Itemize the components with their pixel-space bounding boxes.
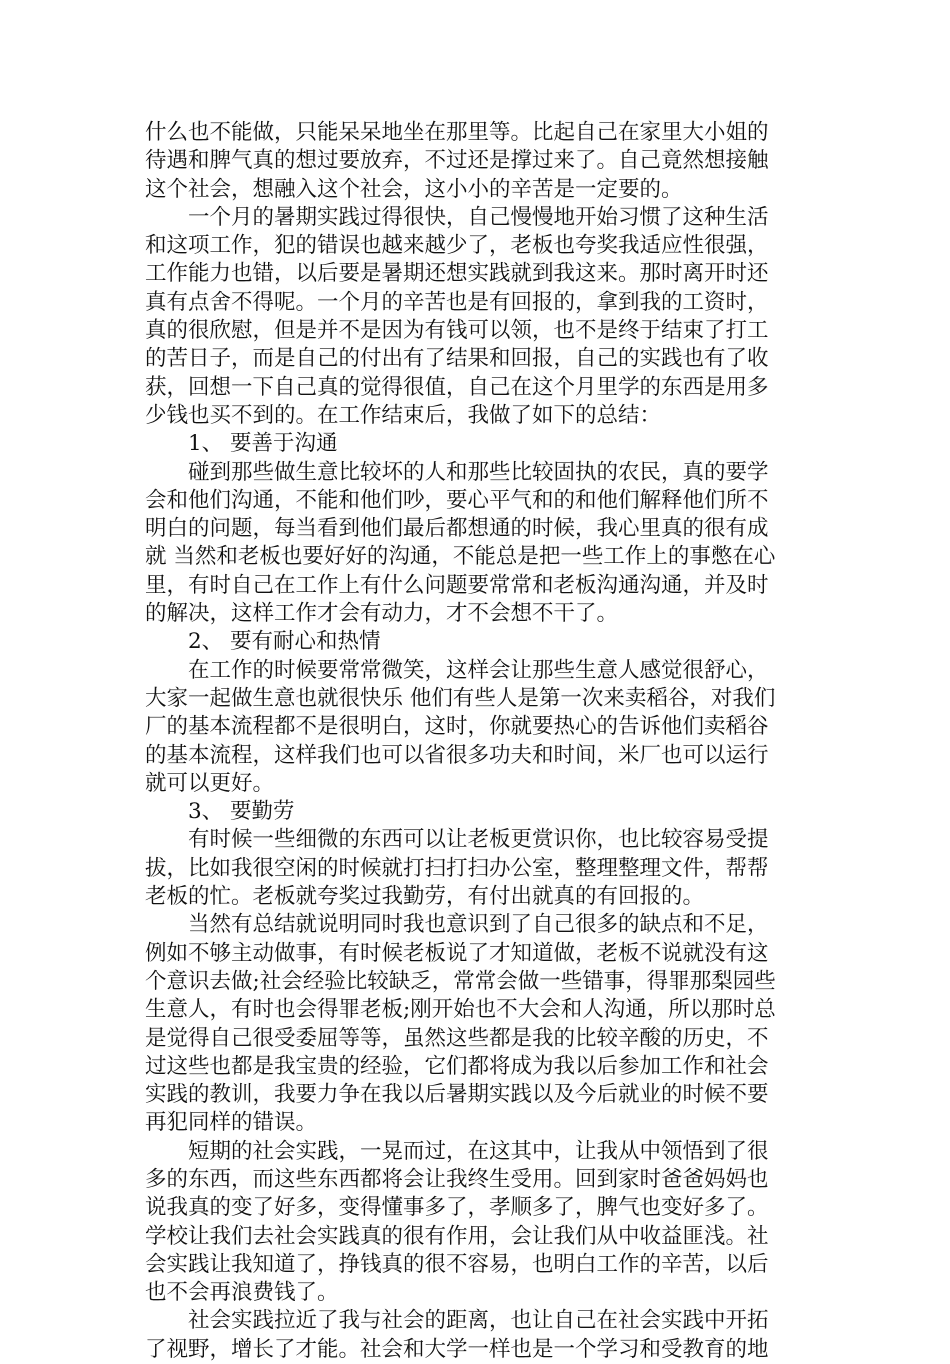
text-line: 的苦日子，而是自己的付出有了结果和回报，自己的实践也有了收 (145, 346, 769, 372)
text-line: 大家一起做生意也就很快乐 他们有些人是第一次来卖稻谷，对我们 (145, 685, 776, 711)
text-line: 会实践让我知道了，挣钱真的很不容易，也明白工作的辛苦，以后 (145, 1251, 769, 1277)
text-line: 里，有时自己在工作上有什么问题要常常和老板沟通沟通，并及时 (145, 572, 769, 598)
text-line: 也不会再浪费钱了。 (145, 1280, 339, 1306)
text-line: 例如不够主动做事，有时候老板说了才知道做，老板不说就没有这 (145, 940, 769, 966)
text-line: 个意识去做;社会经验比较缺乏，常常会做一些错事，得罪那梨园些 (145, 968, 776, 994)
text-line: 真的很欣慰，但是并不是因为有钱可以领，也不是终于结束了打工 (145, 318, 769, 344)
text-line: 待遇和脾气真的想过要放弃，不过还是撑过来了。自己竟然想接触 (145, 148, 769, 174)
document-body (145, 119, 807, 1364)
text-line: 就可以更好。 (145, 770, 275, 796)
text-line: 短期的社会实践，一晃而过，在这其中，让我从中领悟到了很 (188, 1138, 769, 1164)
text-line: 的解决，这样工作才会有动力，才不会想不干了。 (145, 601, 619, 627)
text-line: 工作能力也错，以后要是暑期还想实践就到我这来。那时离开时还 (145, 261, 769, 287)
text-line: 就 当然和老板也要好好的沟通，不能总是把一些工作上的事憋在心 (145, 544, 776, 570)
text-line: 2、 要有耐心和热情 (188, 629, 381, 655)
text-line: 一个月的暑期实践过得很快，自己慢慢地开始习惯了这种生活 (188, 204, 769, 230)
text-line: 获，回想一下自己真的觉得很值，自己在这个月里学的东西是用多 (145, 374, 769, 400)
text-line: 这个社会，想融入这个社会，这小小的辛苦是一定要的。 (145, 176, 683, 202)
text-line: 什么也不能做，只能呆呆地坐在那里等。比起自己在家里大小姐的 (145, 120, 769, 145)
text-line: 了视野，增长了才能。社会和大学一样也是一个学习和受教育的地 (145, 1336, 769, 1362)
text-line: 学校让我们去社会实践真的很有作用，会让我们从中收益匪浅。社 (145, 1223, 769, 1249)
text-line: 会和他们沟通，不能和他们吵，要心平气和的和他们解释他们所不 (145, 487, 769, 513)
text-line: 再犯同样的错误。 (145, 1110, 318, 1136)
text-line: 社会实践拉近了我与社会的距离，也让自己在社会实践中开拓 (188, 1308, 769, 1334)
text-line: 有时候一些细微的东西可以让老板更赏识你，也比较容易受提 (188, 827, 769, 853)
text-line: 1、 要善于沟通 (188, 431, 338, 457)
text-line: 过这些也都是我宝贵的经验，它们都将成为我以后参加工作和社会 (145, 1053, 769, 1079)
text-line: 3、 要勤劳 (188, 799, 295, 825)
text-line: 和这项工作，犯的错误也越来越少了，老板也夸奖我适应性很强， (145, 233, 769, 259)
text-line: 厂的基本流程都不是很明白，这时，你就要热心的告诉他们卖稻谷 (145, 714, 769, 740)
text-line: 老板的忙。老板就夸奖过我勤劳，有付出就真的有回报的。 (145, 884, 705, 910)
text-line: 在工作的时候要常常微笑，这样会让那些生意人感觉很舒心， (188, 657, 769, 683)
text-line: 多的东西，而这些东西都将会让我终生受用。回到家时爸爸妈妈也 (145, 1166, 769, 1192)
text-line: 碰到那些做生意比较坏的人和那些比较固执的农民，真的要学 (188, 459, 769, 485)
text-line: 少钱也买不到的。在工作结束后，我做了如下的总结： (145, 402, 662, 428)
text-line: 实践的教训，我要力争在我以后暑期实践以及今后就业的时候不要 (145, 1082, 769, 1108)
text-line: 说我真的变了好多，变得懂事多了，孝顺多了，脾气也变好多了。 (145, 1195, 769, 1221)
text-line: 生意人，有时也会得罪老板;刚开始也不大会和人沟通，所以那时总 (145, 997, 776, 1023)
text-line: 的基本流程，这样我们也可以省很多功夫和时间，米厂也可以运行 (145, 742, 769, 768)
text-line: 是觉得自己很受委屈等等，虽然这些都是我的比较辛酸的历史，不 (145, 1025, 769, 1051)
text-line: 拔，比如我很空闲的时候就打扫打扫办公室，整理整理文件，帮帮 (145, 855, 769, 881)
text-line: 明白的问题，每当看到他们最后都想通的时候，我心里真的很有成 (145, 516, 769, 542)
text-line: 当然有总结就说明同时我也意识到了自己很多的缺点和不足， (188, 912, 769, 938)
text-line: 真有点舍不得呢。一个月的辛苦也是有回报的，拿到我的工资时， (145, 289, 769, 315)
